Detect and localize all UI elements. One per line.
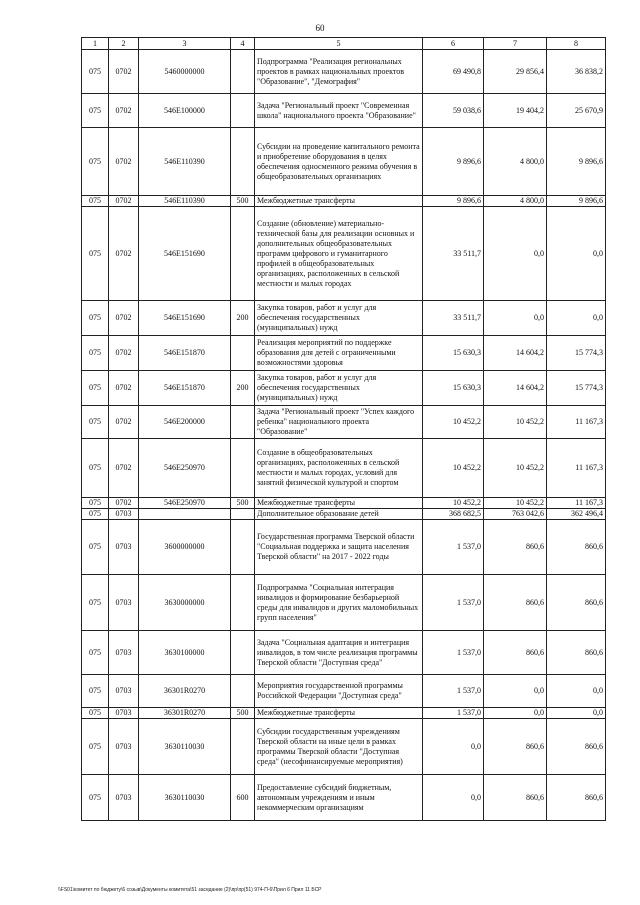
table-row — [82, 371, 606, 406]
target-code-cell — [139, 509, 231, 520]
amount-col6-cell: 0,0 — [423, 719, 484, 775]
description-cell: Мероприятия государственной программы Российской Федерации "Доступная среда" — [255, 675, 423, 708]
expense-type-cell: 200 — [231, 371, 255, 406]
expense-type-cell: 500 — [231, 196, 255, 207]
expense-type-cell — [231, 336, 255, 371]
target-code-cell: 3630000000 — [139, 575, 231, 631]
expense-type-cell — [231, 509, 255, 520]
amount-col8-cell: 860,6 — [547, 775, 606, 821]
description-cell: Субсидии государственным учреждениям Тверской области на иные цели в рамках программы Тверской области "Доступная среда" (несофинансируемые мероприятия) — [255, 719, 423, 775]
amount-col8-cell: 25 670,9 — [547, 94, 606, 128]
amount-col7-cell: 860,6 — [484, 520, 547, 575]
expense-type-cell — [231, 50, 255, 94]
ministry-code-cell: 075 — [82, 631, 109, 675]
amount-col8-cell: 9 896,6 — [547, 196, 606, 207]
section-code-cell: 0702 — [109, 301, 139, 336]
amount-col6-cell: 69 490,8 — [423, 50, 484, 94]
expense-type-cell: 500 — [231, 708, 255, 719]
expense-type-cell — [231, 631, 255, 675]
ministry-code-cell: 075 — [82, 94, 109, 128]
table-row — [82, 708, 606, 719]
table-row — [82, 196, 606, 207]
column-number-3: 3 — [139, 38, 231, 50]
expense-type-cell — [231, 719, 255, 775]
column-number-6: 6 — [423, 38, 484, 50]
target-code-cell: 546E250970 — [139, 439, 231, 498]
amount-col6-cell: 0,0 — [423, 775, 484, 821]
description-cell: Закупка товаров, работ и услуг для обеспечения государственных (муниципальных) нужд — [255, 301, 423, 336]
amount-col8-cell: 0,0 — [547, 207, 606, 301]
amount-col8-cell: 11 167,3 — [547, 498, 606, 509]
expense-type-cell — [231, 575, 255, 631]
table-row — [82, 301, 606, 336]
target-code-cell: 546E151690 — [139, 301, 231, 336]
amount-col6-cell: 10 452,2 — [423, 498, 484, 509]
description-cell: Дополнительное образование детей — [255, 509, 423, 520]
column-number-2: 2 — [109, 38, 139, 50]
table-row — [82, 575, 606, 631]
target-code-cell: 3600000000 — [139, 520, 231, 575]
amount-col8-cell: 11 167,3 — [547, 439, 606, 498]
expense-type-cell — [231, 207, 255, 301]
amount-col6-cell: 9 896,6 — [423, 196, 484, 207]
table-row — [82, 336, 606, 371]
ministry-code-cell: 075 — [82, 509, 109, 520]
table-row — [82, 520, 606, 575]
description-cell: Задача "Региональный проект "Успех каждого ребенка" национального проекта "Образование" — [255, 406, 423, 439]
amount-col7-cell: 0,0 — [484, 301, 547, 336]
ministry-code-cell: 075 — [82, 50, 109, 94]
ministry-code-cell: 075 — [82, 498, 109, 509]
ministry-code-cell: 075 — [82, 406, 109, 439]
section-code-cell: 0702 — [109, 371, 139, 406]
description-cell: Создание в общеобразовательных организациях, расположенных в сельской местности и малых городах, условий для занятий физической культурой и спортом — [255, 439, 423, 498]
target-code-cell: 546E100000 — [139, 94, 231, 128]
ministry-code-cell: 075 — [82, 575, 109, 631]
expense-type-cell — [231, 94, 255, 128]
ministry-code-cell: 075 — [82, 336, 109, 371]
target-code-cell: 546E151870 — [139, 336, 231, 371]
description-cell: Межбюджетные трансферты — [255, 498, 423, 509]
ministry-code-cell: 075 — [82, 708, 109, 719]
section-code-cell: 0702 — [109, 50, 139, 94]
amount-col7-cell: 860,6 — [484, 631, 547, 675]
description-cell: Межбюджетные трансферты — [255, 708, 423, 719]
section-code-cell: 0702 — [109, 439, 139, 498]
section-code-cell: 0703 — [109, 631, 139, 675]
amount-col7-cell: 10 452,2 — [484, 498, 547, 509]
description-cell: Подпрограмма "Социальная интеграция инвалидов и формирование безбарьерной среды для инвалидов и других маломобильных групп населения" — [255, 575, 423, 631]
ministry-code-cell: 075 — [82, 675, 109, 708]
amount-col8-cell: 362 496,4 — [547, 509, 606, 520]
amount-col6-cell: 1 537,0 — [423, 631, 484, 675]
section-code-cell: 0703 — [109, 520, 139, 575]
amount-col6-cell: 9 896,6 — [423, 128, 484, 196]
table-row — [82, 498, 606, 509]
amount-col8-cell: 15 774,3 — [547, 371, 606, 406]
table-row — [82, 675, 606, 708]
ministry-code-cell: 075 — [82, 196, 109, 207]
section-code-cell: 0703 — [109, 675, 139, 708]
ministry-code-cell: 075 — [82, 301, 109, 336]
expense-type-cell — [231, 439, 255, 498]
amount-col7-cell: 10 452,2 — [484, 406, 547, 439]
amount-col6-cell: 33 511,7 — [423, 207, 484, 301]
expense-type-cell: 600 — [231, 775, 255, 821]
amount-col7-cell: 763 042,6 — [484, 509, 547, 520]
target-code-cell: 546E110390 — [139, 128, 231, 196]
ministry-code-cell: 075 — [82, 207, 109, 301]
target-code-cell: 546E151870 — [139, 371, 231, 406]
amount-col7-cell: 19 404,2 — [484, 94, 547, 128]
description-cell: Задача "Региональный проект "Современная школа" национального проекта "Образование" — [255, 94, 423, 128]
expense-type-cell: 500 — [231, 498, 255, 509]
column-number-5: 5 — [255, 38, 423, 50]
description-cell: Подпрограмма "Реализация региональных проектов в рамках национальных проектов "Образование", "Демография" — [255, 50, 423, 94]
section-code-cell: 0702 — [109, 336, 139, 371]
amount-col6-cell: 15 630,3 — [423, 371, 484, 406]
amount-col7-cell: 14 604,2 — [484, 336, 547, 371]
section-code-cell: 0703 — [109, 708, 139, 719]
amount-col8-cell: 860,6 — [547, 719, 606, 775]
amount-col7-cell: 860,6 — [484, 775, 547, 821]
amount-col7-cell: 0,0 — [484, 207, 547, 301]
amount-col6-cell: 10 452,2 — [423, 406, 484, 439]
ministry-code-cell: 075 — [82, 128, 109, 196]
expense-type-cell — [231, 406, 255, 439]
amount-col6-cell: 1 537,0 — [423, 520, 484, 575]
target-code-cell: 546E200000 — [139, 406, 231, 439]
description-cell: Реализация мероприятий по поддержке образования для детей с ограниченными возможностями здоровья — [255, 336, 423, 371]
amount-col6-cell: 368 682,5 — [423, 509, 484, 520]
expense-type-cell — [231, 128, 255, 196]
amount-col7-cell: 0,0 — [484, 708, 547, 719]
amount-col6-cell: 10 452,2 — [423, 439, 484, 498]
amount-col6-cell: 33 511,7 — [423, 301, 484, 336]
target-code-cell: 3630100000 — [139, 631, 231, 675]
target-code-cell: 5460000000 — [139, 50, 231, 94]
description-cell: Задача "Социальная адаптация и интеграция инвалидов, в том числе реализация программы Тверской области "Доступная среда" — [255, 631, 423, 675]
amount-col8-cell: 0,0 — [547, 301, 606, 336]
amount-col8-cell: 36 838,2 — [547, 50, 606, 94]
target-code-cell: 546E151690 — [139, 207, 231, 301]
expense-type-cell — [231, 520, 255, 575]
description-cell: Предоставление субсидий бюджетным, автономным учреждениям и иным некоммерческим организациям — [255, 775, 423, 821]
target-code-cell: 546E250970 — [139, 498, 231, 509]
target-code-cell: 546E110390 — [139, 196, 231, 207]
expense-type-cell — [231, 675, 255, 708]
table-row — [82, 439, 606, 498]
table-row — [82, 719, 606, 775]
amount-col7-cell: 0,0 — [484, 675, 547, 708]
target-code-cell: 3630110030 — [139, 775, 231, 821]
ministry-code-cell: 075 — [82, 775, 109, 821]
table-row — [82, 207, 606, 301]
amount-col7-cell: 4 800,0 — [484, 128, 547, 196]
amount-col6-cell: 15 630,3 — [423, 336, 484, 371]
description-cell: Субсидии на проведение капитального ремонта и приобретение оборудования в целях обеспечения односменного режима обучения в общеобразовательных организациях — [255, 128, 423, 196]
amount-col8-cell: 15 774,3 — [547, 336, 606, 371]
amount-col8-cell: 0,0 — [547, 675, 606, 708]
section-code-cell: 0703 — [109, 575, 139, 631]
description-cell: Государственная программа Тверской области "Социальная поддержка и защита населения Тверской области" на 2017 - 2022 годы — [255, 520, 423, 575]
section-code-cell: 0703 — [109, 509, 139, 520]
amount-col6-cell: 1 537,0 — [423, 575, 484, 631]
table-row — [82, 94, 606, 128]
section-code-cell: 0702 — [109, 207, 139, 301]
description-cell: Создание (обновление) материально-технической базы для реализации основных и дополнительных общеобразовательных программ цифрового и гуманитарного профилей в общеобразовательных организациях, расположенных в сельской местности и малых городах — [255, 207, 423, 301]
column-number-8: 8 — [547, 38, 606, 50]
table-row — [82, 50, 606, 94]
budget-table — [81, 37, 606, 821]
amount-col6-cell: 1 537,0 — [423, 708, 484, 719]
amount-col7-cell: 10 452,2 — [484, 439, 547, 498]
description-cell: Межбюджетные трансферты — [255, 196, 423, 207]
amount-col8-cell: 9 896,6 — [547, 128, 606, 196]
description-cell: Закупка товаров, работ и услуг для обеспечения государственных (муниципальных) нужд — [255, 371, 423, 406]
amount-col8-cell: 860,6 — [547, 575, 606, 631]
column-number-7: 7 — [484, 38, 547, 50]
amount-col6-cell: 1 537,0 — [423, 675, 484, 708]
ministry-code-cell: 075 — [82, 719, 109, 775]
table-row — [82, 406, 606, 439]
section-code-cell: 0702 — [109, 128, 139, 196]
ministry-code-cell: 075 — [82, 371, 109, 406]
amount-col7-cell: 860,6 — [484, 719, 547, 775]
section-code-cell: 0702 — [109, 498, 139, 509]
ministry-code-cell: 075 — [82, 520, 109, 575]
table-row — [82, 128, 606, 196]
section-code-cell: 0702 — [109, 406, 139, 439]
expense-type-cell: 200 — [231, 301, 255, 336]
column-number-1: 1 — [82, 38, 109, 50]
amount-col8-cell: 11 167,3 — [547, 406, 606, 439]
target-code-cell: 36301R0270 — [139, 708, 231, 719]
amount-col7-cell: 14 604,2 — [484, 371, 547, 406]
page-number: 60 — [315, 23, 325, 33]
column-number-4: 4 — [231, 38, 255, 50]
amount-col7-cell: 860,6 — [484, 575, 547, 631]
amount-col7-cell: 29 856,4 — [484, 50, 547, 94]
amount-col8-cell: 860,6 — [547, 631, 606, 675]
section-code-cell: 0703 — [109, 775, 139, 821]
target-code-cell: 36301R0270 — [139, 675, 231, 708]
ministry-code-cell: 075 — [82, 439, 109, 498]
table-row — [82, 631, 606, 675]
section-code-cell: 0703 — [109, 719, 139, 775]
amount-col8-cell: 0,0 — [547, 708, 606, 719]
file-path-footer: \\FS01\комитет по бюджету\6 созыв\Документы комитета\51 заседание (2)\пр\пр(51) 974-П-6\Прил 6 Прил 11 БСР — [58, 887, 322, 893]
amount-col7-cell: 4 800,0 — [484, 196, 547, 207]
amount-col6-cell: 59 038,6 — [423, 94, 484, 128]
section-code-cell: 0702 — [109, 196, 139, 207]
table-header-row — [82, 38, 606, 50]
table-row — [82, 509, 606, 520]
target-code-cell: 3630110030 — [139, 719, 231, 775]
amount-col8-cell: 860,6 — [547, 520, 606, 575]
section-code-cell: 0702 — [109, 94, 139, 128]
table-row — [82, 775, 606, 821]
